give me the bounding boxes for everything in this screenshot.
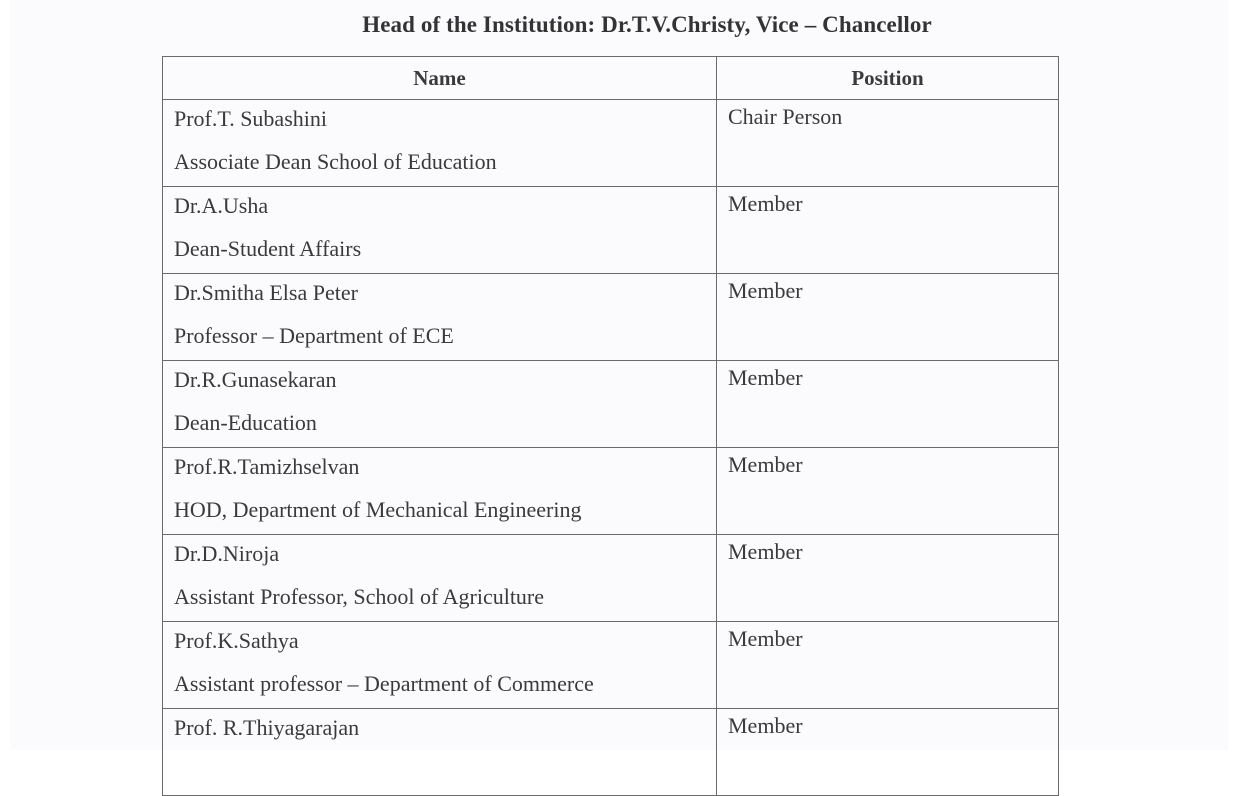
- member-name: Dr.R.Gunasekaran: [174, 367, 337, 392]
- member-position: Chair Person: [728, 104, 843, 129]
- member-role: Assistant professor – Department of Commerce: [174, 671, 594, 696]
- member-position: Member: [728, 191, 803, 216]
- member-role: Associate Dean School of Education: [174, 149, 497, 174]
- member-name: Dr.A.Usha: [174, 193, 269, 218]
- table-row: [163, 187, 1059, 274]
- member-name: Prof.R.Tamizhselvan: [174, 454, 360, 479]
- table-row: [163, 274, 1059, 361]
- member-name: Dr.Smitha Elsa Peter: [174, 280, 358, 305]
- position-cell: [717, 361, 1059, 448]
- position-cell: [717, 622, 1059, 709]
- table-row: [163, 709, 1059, 796]
- member-cell: [163, 187, 717, 274]
- member-cell: [163, 709, 717, 796]
- table-row: [163, 448, 1059, 535]
- member-position: Member: [728, 539, 803, 564]
- member-role: Professor – Department of ECE: [174, 323, 454, 348]
- member-position: Member: [728, 365, 803, 390]
- table-row: [163, 100, 1059, 187]
- table-header-row: [163, 57, 1059, 100]
- position-cell: [717, 709, 1059, 796]
- committee-table: [162, 56, 1059, 796]
- member-name: Prof.K.Sathya: [174, 628, 299, 653]
- position-cell: [717, 187, 1059, 274]
- member-name: Prof.T. Subashini: [174, 106, 327, 131]
- table-row: [163, 622, 1059, 709]
- member-cell: [163, 361, 717, 448]
- table-row: [163, 361, 1059, 448]
- member-position: Member: [728, 278, 803, 303]
- member-position: Member: [728, 713, 803, 738]
- member-role: Assistant Professor, School of Agriculture: [174, 584, 545, 609]
- member-name: Prof. R.Thiyagarajan: [174, 715, 360, 740]
- position-cell: [717, 274, 1059, 361]
- member-cell: [163, 535, 717, 622]
- position-cell: [717, 100, 1059, 187]
- member-cell: [163, 274, 717, 361]
- member-name: Dr.D.Niroja: [174, 541, 280, 566]
- member-role: HOD, Department of Mechanical Engineering: [174, 497, 582, 522]
- member-cell: [163, 448, 717, 535]
- position-cell: [717, 448, 1059, 535]
- table-row: [163, 535, 1059, 622]
- name-column-header: Name: [163, 57, 717, 100]
- member-cell: [163, 622, 717, 709]
- position-column-header: Position: [717, 57, 1059, 100]
- document-heading: Head of the Institution: Dr.T.V.Christy, Vice – Chancellor: [362, 12, 932, 37]
- member-role: Dean-Student Affairs: [174, 236, 362, 261]
- member-cell: [163, 100, 717, 187]
- position-cell: [717, 535, 1059, 622]
- member-position: Member: [728, 626, 803, 651]
- member-role: Dean-Education: [174, 410, 317, 435]
- member-position: Member: [728, 452, 803, 477]
